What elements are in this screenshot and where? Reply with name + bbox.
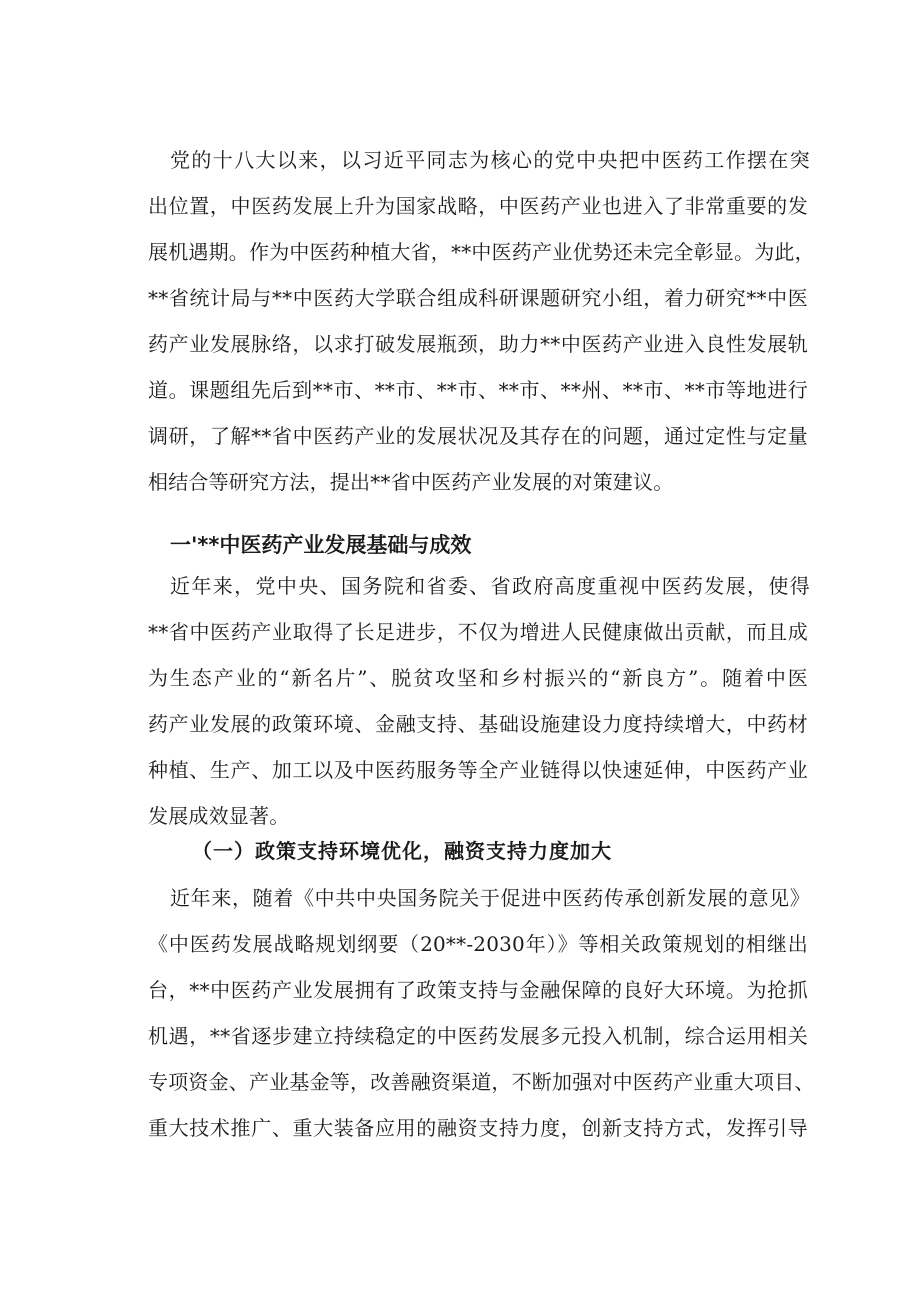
paragraph-line: 重大技术推广、重大装备应用的融资支持力度，创新支持方式，发挥引导 [148, 1116, 808, 1140]
paragraph-line: 种植、生产、加工以及中医药服务等全产业链得以快速延伸，中医药产业 [148, 758, 808, 782]
paragraph-line: 药产业发展脉络，以求打破发展瓶颈，助力**中医药产业进入良性发展轨 [148, 332, 808, 356]
paragraph-line: 近年来，随着《中共中央国务院关于促进中医药传承创新发展的意见》 [170, 886, 810, 910]
paragraph-line: **省中医药产业取得了长足进步，不仅为增进人民健康做出贡献，而且成 [148, 620, 808, 644]
paragraph-line: 机遇，**省逐步建立持续稳定的中医药发展多元投入机制，综合运用相关 [148, 1024, 808, 1048]
paragraph-line: 调研，了解**省中医药产业的发展状况及其存在的问题，通过定性与定量 [148, 424, 808, 448]
paragraph-line: 药产业发展的政策环境、金融支持、基础设施建设力度持续增大，中药材 [148, 712, 808, 736]
paragraph-line: 党的十八大以来，以习近平同志为核心的党中央把中医药工作摆在突 [170, 148, 810, 172]
paragraph-line: 台，**中医药产业发展拥有了政策支持与金融保障的良好大环境。为抢抓 [148, 978, 808, 1002]
paragraph-line: 专项资金、产业基金等，改善融资渠道，不断加强对中医药产业重大项目、 [148, 1070, 815, 1094]
paragraph-line: 相结合等研究方法，提出**省中医药产业发展的对策建议。 [148, 470, 674, 494]
paragraph-line: 为生态产业的“新名片”、脱贫攻坚和乡村振兴的“新良方”。随着中医 [148, 666, 808, 690]
subsection-heading: （一）政策支持环境优化，融资支持力度加大 [192, 839, 612, 863]
paragraph-line: 道。课题组先后到**市、**市、**市、**市、**州、**市、**市等地进行 [148, 378, 808, 402]
paragraph-line: 展机遇期。作为中医药种植大省，**中医药产业优势还未完全彰显。为此， [148, 240, 815, 264]
paragraph-line: 近年来，党中央、国务院和省委、省政府高度重视中医药发展，使得 [170, 574, 810, 598]
section-heading: 一'**中医药产业发展基础与成效 [170, 533, 472, 557]
paragraph-line: 发展成效显著。 [148, 804, 290, 828]
paragraph-line: 《中医药发展战略规划纲要（20**-2030年）》等相关政策规划的相继出 [148, 932, 808, 956]
paragraph-line: 出位置，中医药发展上升为国家战略，中医药产业也进入了非常重要的发 [148, 194, 808, 218]
paragraph-line: **省统计局与**中医药大学联合组成科研课题研究小组，着力研究**中医 [148, 286, 808, 310]
